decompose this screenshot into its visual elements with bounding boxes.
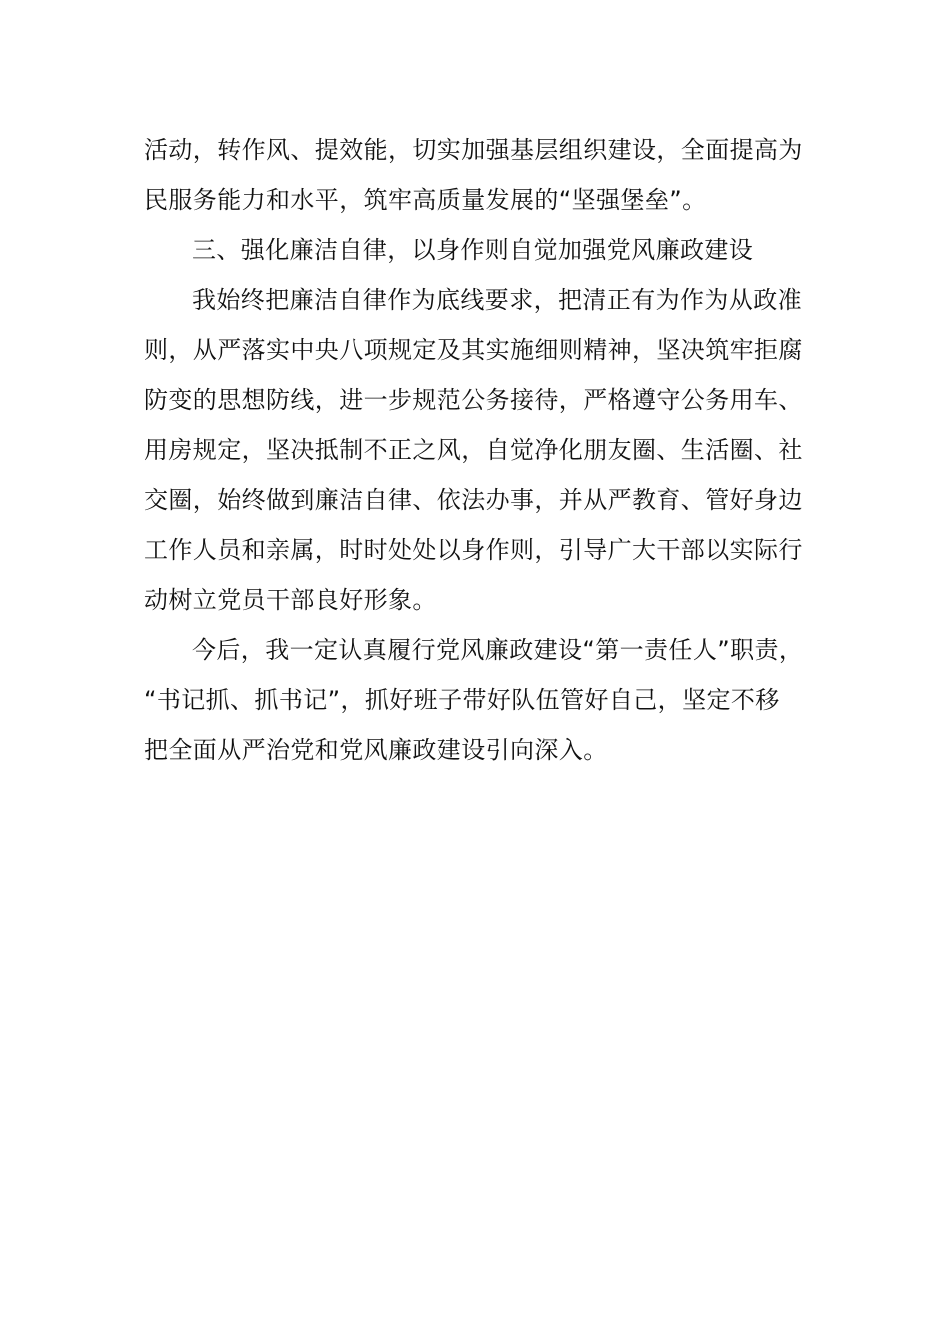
- text-line: 防变的思想防线，进一步规范公务接待，严格遵守公务用车、: [144, 386, 803, 414]
- text-line: 交圈，始终做到廉洁自律、依法办事，并从严教育、管好身边: [144, 486, 803, 514]
- paragraph-integrity: [144, 275, 804, 625]
- text-line: 把全面从严治党和党风廉政建设引向深入。: [144, 736, 608, 764]
- text-line: 民服务能力和水平，筑牢高质量发展的“坚强堡垒”。: [144, 186, 707, 214]
- text-line: 用房规定，坚决抵制不正之风，自觉净化朋友圈、生活圈、社: [144, 436, 803, 464]
- text-line: 活动，转作风、提效能，切实加强基层组织建设，全面提高为: [144, 136, 803, 164]
- section-heading: 三、强化廉洁自律，以身作则自觉加强党风廉政建设: [192, 236, 754, 264]
- text-line: 今后，我一定认真履行党风廉政建设“第一责任人”职责，: [192, 636, 804, 664]
- text-line: 动树立党员干部良好形象。: [144, 586, 437, 614]
- text-line: “书记抓、抓书记”，抓好班子带好队伍管好自己，坚定不移: [144, 686, 780, 714]
- document-body: [144, 125, 804, 775]
- text-line: 工作人员和亲属，时时处处以身作则，引导广大干部以实际行: [144, 536, 803, 564]
- paragraph-conclusion: [144, 625, 804, 775]
- text-line: 我始终把廉洁自律作为底线要求，把清正有为作为从政准: [192, 286, 802, 314]
- text-line: 则，从严落实中央八项规定及其实施细则精神，坚决筑牢拒腐: [144, 336, 803, 364]
- paragraph-continuation: [144, 125, 804, 225]
